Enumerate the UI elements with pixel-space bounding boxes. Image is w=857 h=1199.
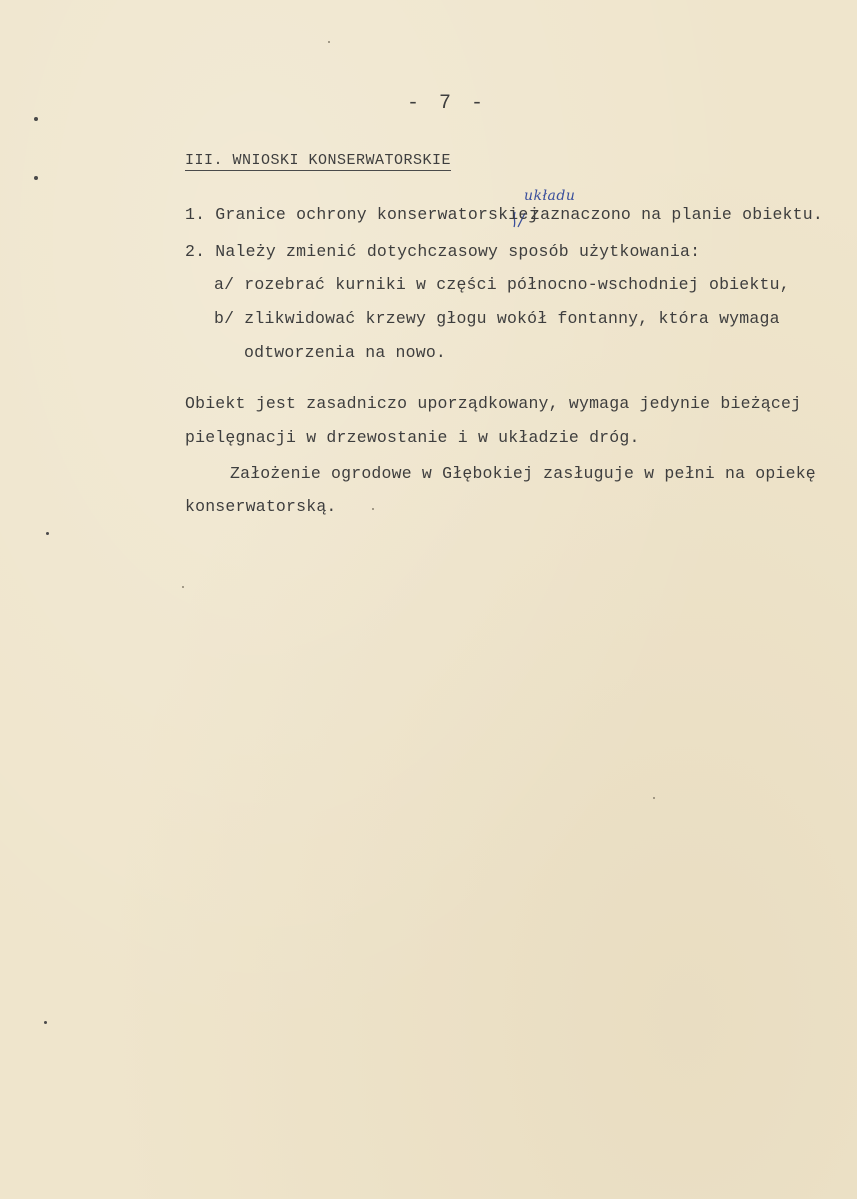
page-number: - 7 - [407,92,488,115]
paper-speck [372,508,374,510]
text-line: Założenie ogrodowe w Głębokiej zasługuje w pełni na opiekę [230,464,816,483]
paper-speck [653,797,655,799]
binder-hole-mark [34,117,38,121]
text-line: pielęgnacji w drzewostanie i w układzie dróg. [185,428,640,447]
text-line: zaznaczono na planie obiektu. [530,205,823,224]
text-line: b/ zlikwidować krzewy głogu wokół fontanny, która wymaga [214,309,780,328]
handwritten-annotation: układu [524,188,576,204]
text-line: Obiekt jest zasadniczo uporządkowany, wymaga jedynie bieżącej [185,394,802,413]
paper-speck [328,41,330,43]
text-line: a/ rozebrać kurniki w części północno-wschodniej obiektu, [214,275,790,294]
binder-hole-mark [46,532,49,535]
binder-hole-mark [44,1021,47,1024]
text-line: 1. Granice ochrony konserwatorskiej [185,205,539,224]
text-line: odtworzenia na nowo. [244,343,447,362]
binder-hole-mark [34,176,38,180]
text-line: 2. Należy zmienić dotychczasowy sposób użytkowania: [185,242,701,261]
section-heading: III. WNIOSKI KONSERWATORSKIE [185,152,452,169]
text-line: konserwatorską. [185,497,337,516]
paper-speck [182,586,184,588]
